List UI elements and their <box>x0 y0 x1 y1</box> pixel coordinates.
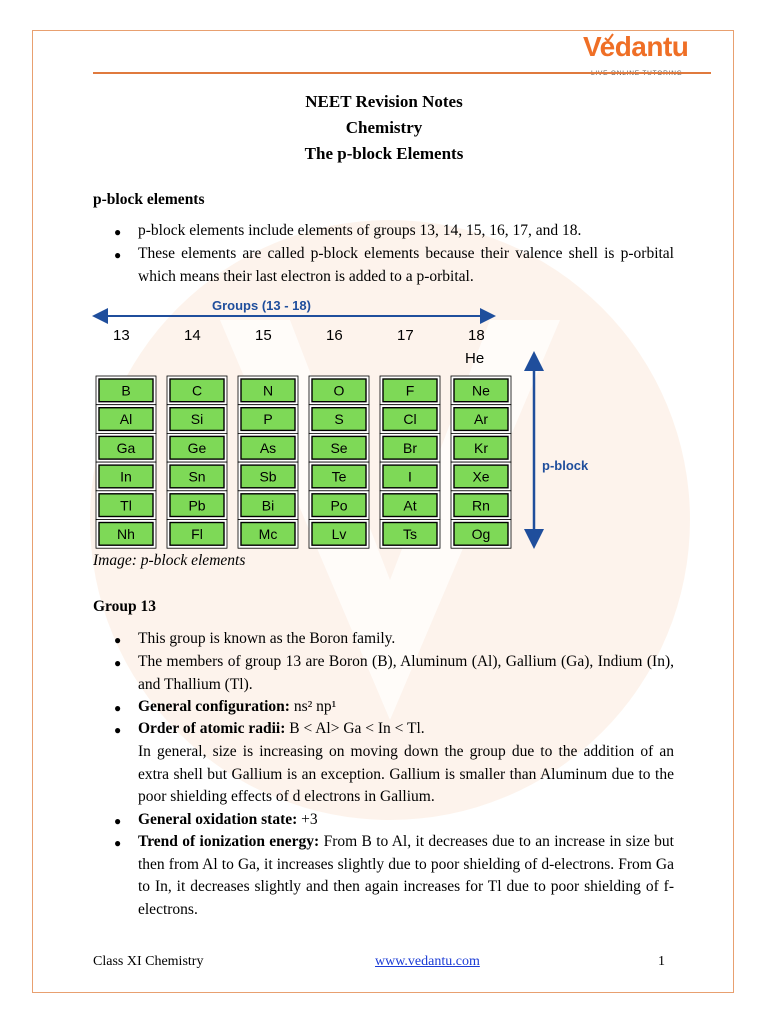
element-symbol: Sb <box>259 468 277 485</box>
element-symbol: In <box>120 468 132 485</box>
element-symbol: P <box>263 411 273 428</box>
element-symbol: F <box>405 382 415 399</box>
element-symbol: Kr <box>474 439 488 456</box>
radii-value: B < Al> Ga < In < Tl. <box>285 720 425 737</box>
list-item: The members of group 13 are Boron (B), Aluminum (Al), Gallium (Ga), Indium (In), and Thallium (Tl). <box>138 653 674 693</box>
section-heading-group-13: Group 13 <box>93 598 157 615</box>
element-symbol: Al <box>119 411 133 428</box>
config-label: General configuration: <box>138 698 290 715</box>
footer-class: Class XI Chemistry <box>93 954 204 969</box>
bullet-icon: ● <box>114 836 122 850</box>
element-symbol: Bi <box>261 497 275 514</box>
bullet-icon: ● <box>114 225 122 239</box>
list-item: These elements are called p-block elements because their valence shell is p-orbital which means their last electron is added to a p-orbital. <box>138 245 674 285</box>
element-symbol: Ts <box>403 526 417 542</box>
element-symbol: B <box>121 382 131 399</box>
element-symbol: At <box>403 497 417 514</box>
group-number: 17 <box>397 327 414 344</box>
element-symbol: Ne <box>472 382 490 399</box>
bullet-icon: ● <box>114 633 122 647</box>
element-symbol: Po <box>330 497 348 514</box>
footer-website-link[interactable]: www.vedantu.com <box>375 954 480 969</box>
element-symbol: Br <box>403 439 417 456</box>
list-item: p-block elements include elements of groups 13, 14, 15, 16, 17, and 18. <box>138 222 582 239</box>
list-item: This group is known as the Boron family. <box>138 630 396 647</box>
doc-title: NEET Revision Notes <box>305 92 463 111</box>
list-item <box>138 696 674 719</box>
element-symbol: Ga <box>116 439 136 456</box>
doc-subject: Chemistry <box>345 118 423 137</box>
p-block-diagram <box>92 290 652 554</box>
list-item <box>138 831 674 921</box>
element-symbol: Pb <box>188 497 206 514</box>
element-symbol: Mc <box>258 526 278 542</box>
radii-label: Order of atomic radii: <box>138 720 286 737</box>
element-symbol: Fl <box>191 526 203 542</box>
config-value: ns² np¹ <box>289 698 337 715</box>
header-rule <box>93 72 711 74</box>
bullet-icon: ● <box>114 248 122 262</box>
element-symbol: Cl <box>403 411 417 428</box>
element-symbol: S <box>334 411 344 428</box>
element-symbol: I <box>408 468 412 485</box>
element-symbol: Te <box>331 468 347 485</box>
bullet-icon: ● <box>114 723 122 737</box>
element-symbol: N <box>262 382 274 399</box>
logo-text: Vedantu <box>583 31 689 62</box>
groups-label: Groups (13 - 18) <box>212 298 311 313</box>
element-symbol: Sn <box>188 468 206 485</box>
group-number: 15 <box>255 327 272 344</box>
group-number: 13 <box>113 327 130 344</box>
element-symbol: As <box>259 439 277 456</box>
element-symbol: Xe <box>472 468 490 485</box>
element-symbol: Lv <box>331 526 347 542</box>
bullet-icon: ● <box>114 656 122 670</box>
ionization-label: Trend of ionization energy: <box>138 833 320 850</box>
element-symbol: Nh <box>117 526 135 542</box>
element-symbol: Og <box>471 526 491 542</box>
ionization-value: From B to Al, it decreases due to an increase in size but then from Al to Ga, it increases slightly due to poor shielding of d-electrons. From Ga to In, it decreases slightly and then again increases for Tl due to poor shielding of f-electrons. <box>138 833 674 918</box>
he-label: He <box>465 350 485 367</box>
oxidation-label: General oxidation state: <box>138 811 298 828</box>
element-symbol: Si <box>190 411 204 428</box>
section-heading-p-block: p-block elements <box>93 191 205 208</box>
doc-topic: The p-block Elements <box>304 144 464 163</box>
page-number: 1 <box>658 954 665 969</box>
element-symbol: Ge <box>187 439 207 456</box>
group-number: 18 <box>468 327 485 344</box>
list-item <box>138 809 674 832</box>
element-symbol: Se <box>330 439 348 456</box>
oxidation-value: +3 <box>297 811 318 828</box>
image-caption: Image: p-block elements <box>93 552 246 569</box>
element-symbol: Tl <box>120 497 132 514</box>
radii-detail: In general, size is increasing on moving down the group due to the addition of an extra shell but Gallium is an exception. Gallium is smaller than Aluminum due to the poor shielding effects of d electrons in Gallium. <box>138 743 674 805</box>
group-number: 14 <box>184 327 201 344</box>
group-number: 16 <box>326 327 343 344</box>
p-block-label: p-block <box>542 458 589 473</box>
bullet-icon: ● <box>114 814 122 828</box>
element-symbol: Rn <box>472 497 490 514</box>
element-symbol: C <box>191 382 203 399</box>
element-symbol: Ar <box>474 411 488 428</box>
bullet-icon: ● <box>114 701 122 715</box>
list-item <box>138 718 674 741</box>
element-symbol: O <box>333 382 345 399</box>
